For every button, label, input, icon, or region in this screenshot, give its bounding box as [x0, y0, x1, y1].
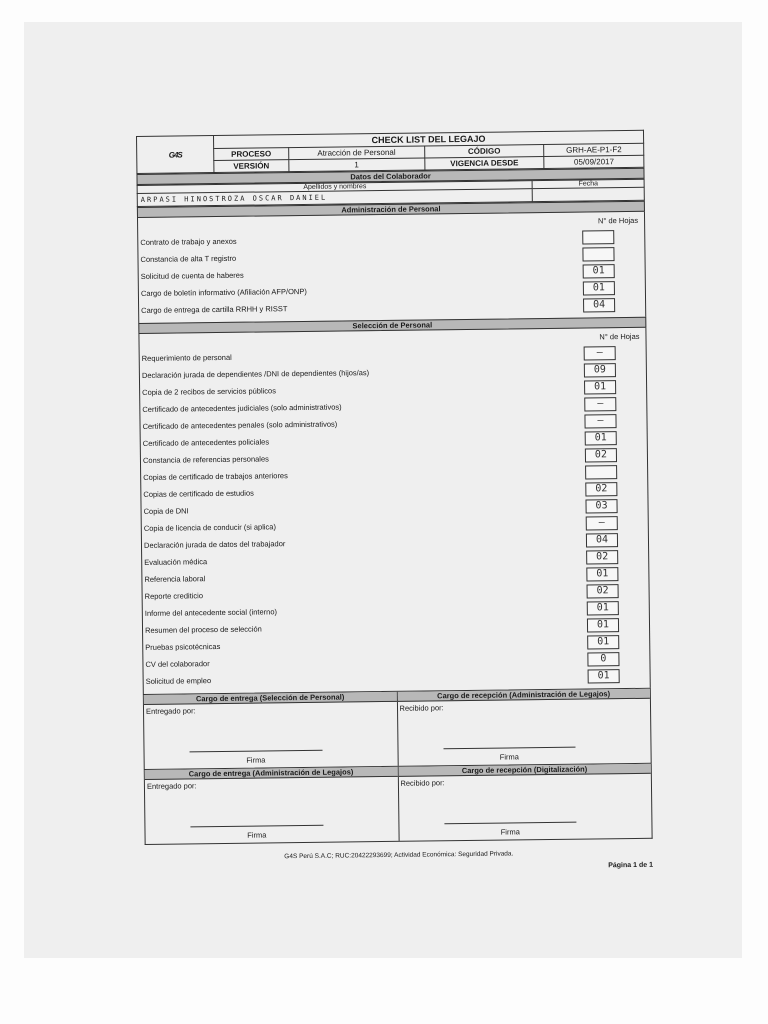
admin-band: Administración de Personal [137, 201, 645, 218]
seleccion-item-label: Certificado de antecedentes judiciales (solo administrativos) [142, 402, 342, 414]
signature-line [190, 750, 323, 753]
form-title: CHECK LIST DEL LEGAJO [214, 130, 644, 148]
seleccion-hojas-box: — [584, 397, 616, 411]
seleccion-item-label: Declaración jurada de dependientes /DNI de dependientes (hijos/as) [141, 368, 370, 380]
collaborator-name: ARPASI HINOSTROZA OSCAR DANIEL [137, 189, 533, 207]
g4s-logo: G4S [137, 136, 214, 174]
admin-item-label: Cargo de entrega de cartilla RRHH y RISST [141, 304, 288, 315]
firma-label: Firma [246, 755, 266, 765]
seleccion-band: Selección de Personal [138, 317, 646, 334]
proceso-value: Atracción de Personal [289, 146, 425, 160]
admin-hojas-box: 04 [583, 298, 615, 312]
seleccion-item-label: Constancia de referencias personales [142, 454, 269, 465]
scanned-paper [24, 22, 742, 958]
entregado-por-label: Entregado por: [146, 781, 197, 791]
vigencia-label: VIGENCIA DESDE [424, 157, 544, 170]
cargo-entrega-legajos-band: Cargo de entrega (Administración de Legajos) [145, 767, 398, 780]
seleccion-hojas-box: — [584, 414, 616, 428]
admin-hojas-box: 01 [583, 264, 615, 278]
seleccion-hojas-box: 01 [585, 431, 617, 445]
codigo-label: CÓDIGO [424, 145, 544, 158]
collaborator-band: Datos del Colaborador [136, 168, 644, 185]
codigo-value: GRH-AE-P1-F2 [544, 143, 644, 156]
page-number: Página 1 de 1 [608, 861, 653, 870]
seleccion-item-label: Reporte crediticio [144, 591, 204, 601]
fecha-value [533, 187, 645, 201]
seleccion-hojas-label: N° de Hojas [599, 331, 640, 342]
seleccion-hojas-box: 01 [587, 618, 619, 632]
signature-line [190, 825, 323, 828]
entregado-por-label: Entregado por: [145, 706, 196, 716]
seleccion-item-label: Certificado de antecedentes penales (solo administrativos) [142, 419, 338, 431]
seleccion-hojas-box: — [586, 516, 618, 530]
seleccion-item-label: Declaración jurada de datos del trabajador [143, 539, 286, 550]
seleccion-item-label: Informe del antecedente social (interno) [144, 607, 278, 618]
seleccion-item-label: Resumen del proceso de selección [144, 624, 262, 635]
recibido-por-label: Recibido por: [400, 778, 445, 788]
seleccion-item-label: Evaluación médica [144, 557, 208, 567]
seleccion-item-label: Copia de 2 recibos de servicios públicos [142, 386, 277, 397]
admin-item-label: Solicitud de cuenta de haberes [140, 270, 244, 281]
seleccion-hojas-box: 01 [587, 601, 619, 615]
checklist-form [136, 130, 653, 875]
admin-item-label: Cargo de boletín informativo (Afiliación AFP/ONP) [140, 286, 307, 298]
seleccion-hojas-box: 01 [587, 635, 619, 649]
firma-label: Firma [247, 830, 267, 840]
form-header [136, 130, 644, 174]
seleccion-item-label: Copias de certificado de estudios [143, 488, 254, 499]
admin-hojas-box: 01 [583, 281, 615, 295]
seleccion-hojas-box: 02 [586, 550, 618, 564]
seleccion-item-label: Referencia laboral [144, 574, 206, 584]
seleccion-hojas-box: 02 [585, 448, 617, 462]
seleccion-hojas-box: 04 [586, 533, 618, 547]
cargo-row-1 [143, 688, 652, 770]
firma-label: Firma [499, 752, 519, 762]
admin-hojas-label: N° de Hojas [597, 215, 639, 226]
seleccion-item-label: Copia de licencia de conducir (si aplica) [143, 522, 276, 533]
recibido-por-label: Recibido por: [399, 703, 444, 713]
seleccion-item-label: Requerimiento de personal [141, 352, 232, 363]
seleccion-hojas-box: 03 [585, 499, 617, 513]
admin-hojas-box [582, 230, 614, 244]
seleccion-item-label: Solicitud de empleo [145, 676, 212, 686]
seleccion-hojas-box: 01 [586, 567, 618, 581]
seleccion-hojas-box: — [584, 346, 616, 360]
admin-item-label: Constancia de alta T registro [140, 253, 237, 264]
seleccion-item-label: Certificado de antecedentes policiales [142, 437, 270, 448]
seleccion-item-label: CV del colaborador [145, 659, 210, 669]
cargo-recepcion-digitalizacion-band: Cargo de recepción (Digitalización) [398, 764, 651, 777]
seleccion-hojas-box: 01 [584, 380, 616, 394]
firma-label: Firma [500, 827, 520, 837]
admin-hojas-box [582, 247, 614, 261]
signature-line [444, 822, 577, 825]
cargo-recepcion-legajos-band: Cargo de recepción (Administración de Legajos) [397, 689, 650, 702]
company-footer: G4S Perú S.A.C; RUC:20422293699; Actividad Económica: Seguridad Privada. [284, 850, 514, 861]
seleccion-hojas-box [585, 465, 617, 479]
names-label: Apellidos y nombres [137, 181, 533, 194]
seleccion-item-label: Pruebas psicotécnicas [145, 642, 221, 652]
seleccion-section [138, 328, 650, 694]
admin-section [137, 212, 646, 323]
seleccion-item-label: Copias de certificado de trabajos anteriores [143, 471, 288, 482]
vigencia-value: 05/09/2017 [544, 155, 644, 168]
seleccion-hojas-box: 01 [588, 669, 620, 683]
version-value: 1 [289, 158, 425, 172]
cargo-row-2 [144, 764, 653, 845]
seleccion-item-label: Copia de DNI [143, 506, 189, 516]
signature-line [443, 747, 576, 750]
cargo-entrega-seleccion-band: Cargo de entrega (Selección de Personal) [144, 692, 397, 705]
admin-item-label: Contrato de trabajo y anexos [140, 236, 237, 247]
seleccion-hojas-box: 09 [584, 363, 616, 377]
seleccion-hojas-box: 0 [587, 652, 619, 666]
seleccion-hojas-box: 02 [587, 584, 619, 598]
fecha-label: Fecha [533, 179, 645, 188]
version-label: VERSIÓN [214, 160, 289, 173]
proceso-label: PROCESO [214, 148, 289, 161]
seleccion-hojas-box: 02 [585, 482, 617, 496]
